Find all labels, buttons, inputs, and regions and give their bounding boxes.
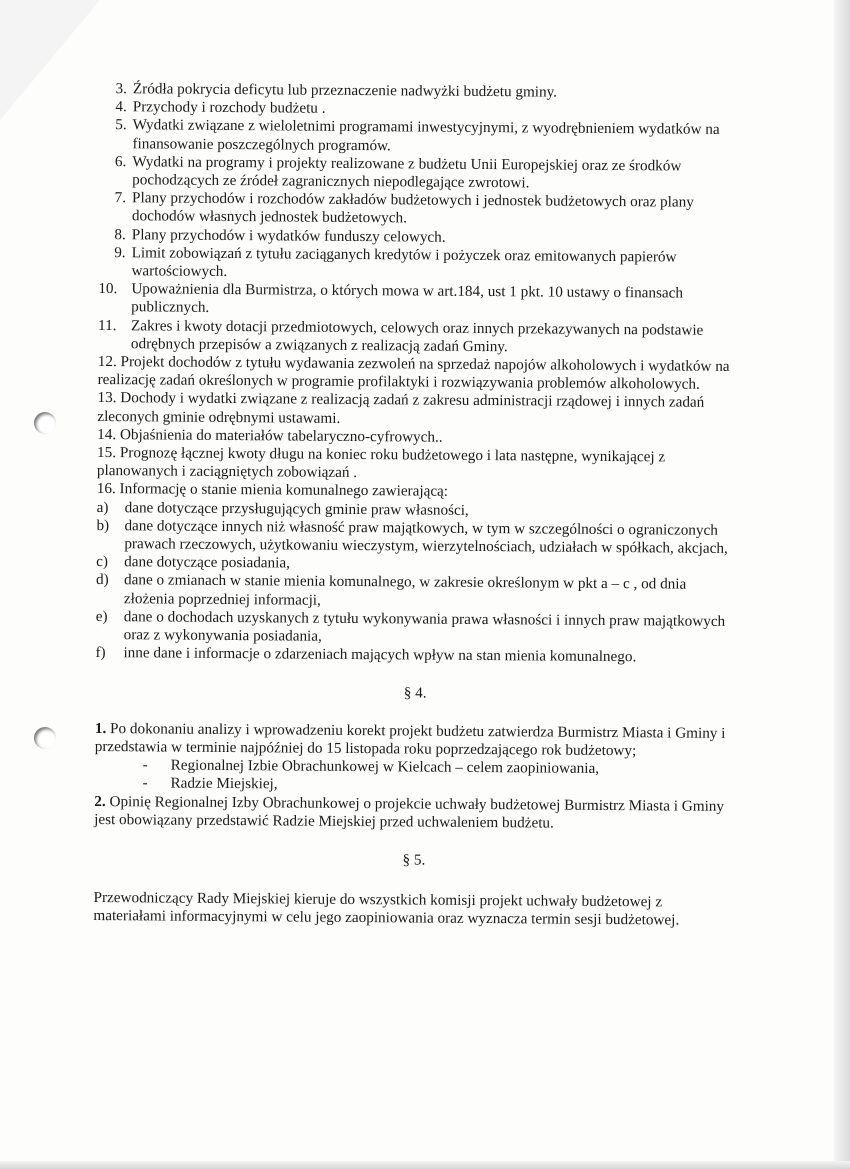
sub-list-item: c) dane dotyczące posiadania, <box>96 553 290 572</box>
list-item: 6. Wydatki na programy i projekty realizowane z budżetu Unii Europejskiej oraz ze środków pochodzących ze źródeł zagranicznych niepodlegające zwrotowi. <box>114 152 682 192</box>
section-4-paragraph-1 <box>95 720 735 761</box>
dash-list-item: - Regionalnej Izbie Obrachunkowej w Kielcach – celem zaopiniowania, <box>142 756 600 778</box>
paragraph-number: 2. <box>94 792 106 810</box>
dash-marker: - <box>142 756 148 774</box>
sub-list-item: f) inne dane i informacje o zdarzeniach mających wpływ na stan mienia komunalnego. <box>95 644 637 666</box>
list-item-flat: 16. Informację o stanie mienia komunalnego zawierającą: <box>96 480 449 501</box>
sub-list-item: b) dane dotyczące innych niż własność praw majątkowych, w tym w szczególności o ograniczonych prawach rzeczowych, użytkowaniu wieczystym, wierzytelnościach, udziałach w spółkach, akcjach, <box>96 516 728 558</box>
dash-list-item: - Radzie Miejskiej, <box>142 774 278 793</box>
dash-marker: - <box>142 774 148 792</box>
list-item: 8. Plany przychodów i wydatków funduszy celowych. <box>114 225 446 246</box>
numbered-list <box>98 80 740 358</box>
sub-list-item: d) dane o zmianach w stanie mienia komunalnego, w zakresie określonym w pkt a – c , od dnia złożenia poprzedniej informacji, <box>96 571 687 609</box>
list-item-flat: 12. Projekt dochodów z tytułu wydawania zezwoleń na sprzedaż napojów alkoholowych i wydatków na realizację zadań określonych w programie profilaktyki i rozwiązywania problemów alkoholowych. <box>97 353 730 393</box>
sub-list-item: e) dane o dochodach uzyskanych z tytułu wykonywania prawa własności i innych praw majątkowych oraz z wykonywania posiadania, <box>95 607 726 645</box>
paragraph-number: 1. <box>94 719 107 737</box>
folded-corner <box>0 0 100 120</box>
paragraph-text: Opinię Regionalnej Izby Obrachunkowej o projekcie uchwały budżetowej Burmistrz Miasta i Gminy jest obowiązany przedstawić Radzie Miejskiej przed uchwaleniem budżetu. <box>94 792 725 832</box>
page-edge-bottom <box>0 1161 850 1169</box>
section-5-paragraph: Przewodniczący Rady Miejskiej kieruje do wszystkich komisji projekt uchwały budżetowej z materiałami informacyjnymi w celu jego zaopiniowania oraz wyznacza termin sesji budżetowej. <box>93 889 680 929</box>
list-item: 4. Przychody i rozchody budżetu . <box>115 98 326 117</box>
sub-list <box>95 499 736 668</box>
list-item: 3. Źródła pokrycia deficytu lub przeznaczenie nadwyżki budżetu gminy. <box>115 80 558 101</box>
section-5-heading: § 5. <box>402 851 426 869</box>
list-item: 10. Upoważnienia dla Burmistrza, o których mowa w art.184, ust 1 pkt. 10 ustawy o finansach publicznych. <box>98 280 684 317</box>
page-edge-right <box>834 0 850 1169</box>
list-item: 5. Wydatki związane z wieloletnimi programami inwestycyjnymi, z wyodrębnieniem wydatków na finansowanie poszczególnych programów. <box>115 116 720 154</box>
list-item-flat: 15. Prognozę łącznej kwoty długu na koniec roku budżetowego i lata następne, wynikającej z planowanych i zaciągniętych zobowiązań . <box>96 444 666 482</box>
list-item-flat: 14. Objaśnienia do materiałów tabelaryczno-cyfrowych.. <box>97 425 443 446</box>
document-body <box>93 80 740 931</box>
sub-list-item: a) dane dotyczące przysługujących gminie praw własności, <box>96 498 469 519</box>
punch-hole-top <box>34 412 56 434</box>
list-item: 9. Limit zobowiązań z tytułu zaciąganych kredytów i pożyczek oraz emitowanych papierów wartościowych. <box>114 243 677 281</box>
paragraph-text: Po dokonaniu analizy i wprowadzeniu korekt projekt budżetu zatwierdza Burmistrz Miasta i Gminy i przedstawia w terminie najpóźniej do 15 listopada roku poprzedzającego rok budżetowy; <box>94 719 726 760</box>
list-item: 11. Zakres i kwoty dotacji przedmiotowych, celowych oraz innych przekazywanych na podstawie odrębnych przepisów a związanych z realizacją zadań Gminy. <box>98 316 704 356</box>
list-item-flat: 13. Dochody i wydatki związane z realizacją zadań z zakresu administracji rządowej i innych zadań zleconych gminie odrębnymi ustawami. <box>97 389 705 427</box>
section-4-paragraph-2 <box>94 792 734 833</box>
list-item: 7. Plany przychodów i rozchodów zakładów budżetowych i jednostek budżetowych oraz plany dochodów własnych jednostek budżetowych. <box>114 189 694 227</box>
punch-hole-bottom <box>34 727 56 749</box>
section-4-heading: § 4. <box>403 683 427 702</box>
